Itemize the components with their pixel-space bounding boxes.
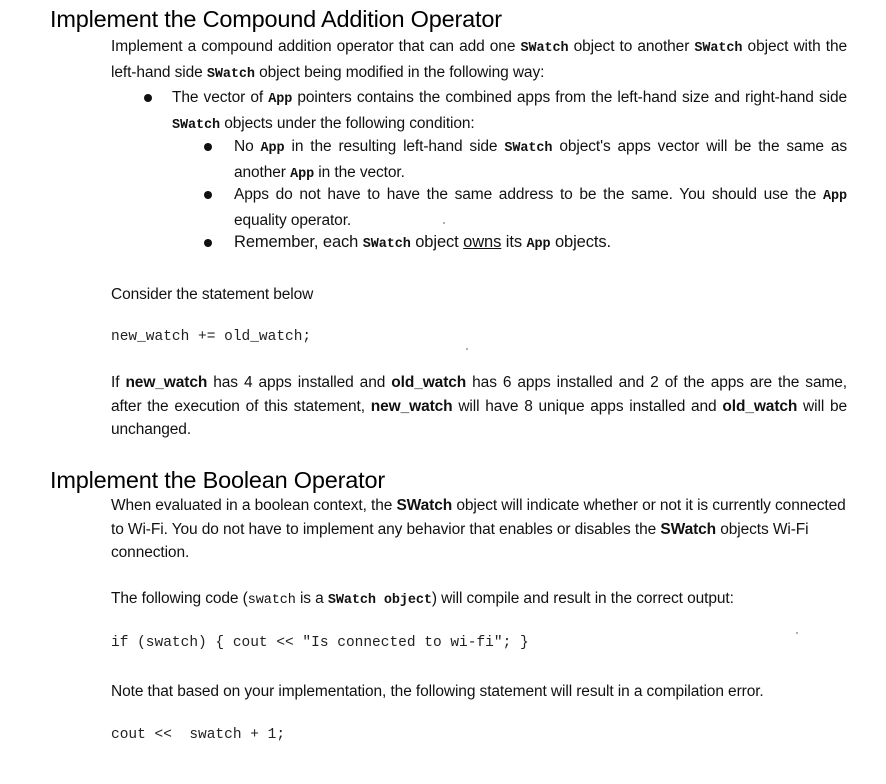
sub-bullet-owns <box>234 231 847 257</box>
bullet-text: in the resulting left-hand side <box>284 138 505 155</box>
bullet-dot <box>144 94 152 102</box>
code-swatch: SWatch <box>362 237 411 252</box>
bullet-dot <box>204 143 212 151</box>
compound-addition-intro <box>111 35 847 86</box>
code-compound-statement: new_watch += old_watch; <box>111 329 312 345</box>
bullet-dot <box>204 191 212 199</box>
intro-text: object will indicate whether or not it is currently connected to Wi-Fi. You do not have to implement any behavior that enables or disables the <box>111 497 846 538</box>
sub-bullet-equality <box>234 183 847 232</box>
result-text: If <box>111 374 126 391</box>
scan-speck <box>466 348 468 350</box>
section-heading-compound-addition: Implement the Compound Addition Operator <box>50 6 502 32</box>
following-text: The following code ( <box>111 590 248 607</box>
bold-old-watch: old_watch <box>722 397 798 415</box>
scan-speck <box>796 632 798 634</box>
code-app: App <box>268 92 293 107</box>
code-swatch-object: SWatch object <box>327 593 432 608</box>
bullet-app-pointers <box>172 86 847 137</box>
bullet-text: object <box>410 233 464 251</box>
following-text: ) will compile and result in the correct output: <box>431 590 734 607</box>
bullet-text: object's apps vector will be the same as another <box>234 138 847 181</box>
code-if-swatch: if (swatch) { cout << "Is connected to wi-fi"; } <box>111 635 529 651</box>
result-text: has 4 apps installed and <box>207 374 392 391</box>
code-cout-swatch: cout << swatch + 1; <box>111 727 286 743</box>
boolean-intro <box>111 494 849 565</box>
intro-text: objects Wi-Fi connection. <box>111 520 809 561</box>
bullet-text: The vector of <box>172 89 269 106</box>
bullet-text: its <box>501 233 527 251</box>
bold-old-watch: old_watch <box>391 374 467 391</box>
bullet-dot <box>204 239 212 247</box>
bold-swatch: SWatch <box>660 520 717 538</box>
bullet-text: Remember, each <box>234 233 363 251</box>
following-text: is a <box>295 590 328 607</box>
result-paragraph <box>111 371 847 442</box>
scan-speck <box>443 222 445 224</box>
code-swatch: SWatch <box>520 41 569 56</box>
section-heading-boolean: Implement the Boolean Operator <box>50 467 385 493</box>
bullet-text: Apps do not have to have the same address to be the same. You should use the <box>234 186 823 203</box>
code-swatch: SWatch <box>172 117 221 133</box>
code-swatch: SWatch <box>694 41 743 56</box>
bullet-text: objects under the following condition: <box>220 114 475 132</box>
bullet-text: No <box>234 138 261 155</box>
underlined-owns: owns <box>463 233 502 251</box>
bullet-text: equality operator. <box>234 211 352 229</box>
bold-new-watch: new_watch <box>370 397 453 415</box>
consider-text: Consider the statement below <box>111 286 314 303</box>
result-text: will be unchanged. <box>111 397 847 438</box>
bold-new-watch: new_watch <box>125 374 208 391</box>
intro-text: object to another <box>568 38 695 55</box>
bullet-text: in the vector. <box>314 163 405 181</box>
intro-text: object with the left-hand side <box>111 38 847 81</box>
code-app: App <box>290 166 315 182</box>
intro-text: When evaluated in a boolean context, the <box>111 497 397 514</box>
sub-bullet-no-duplicate <box>234 135 847 186</box>
code-app: App <box>260 141 285 156</box>
intro-text: object being modified in the following way: <box>254 63 545 81</box>
bold-swatch: SWatch <box>396 497 453 514</box>
result-text: has 6 apps installed and 2 of the apps are the same, after the execution of this statement, <box>111 374 848 415</box>
code-app: App <box>526 237 551 252</box>
code-swatch-var: swatch <box>247 593 296 608</box>
code-swatch: SWatch <box>206 66 255 82</box>
code-swatch: SWatch <box>504 141 553 156</box>
result-text: will have 8 unique apps installed and <box>452 397 723 415</box>
following-code-text <box>111 587 851 613</box>
code-app: App <box>822 189 847 204</box>
intro-text: Implement a compound addition operator that can add one <box>111 38 521 55</box>
note-text: Note that based on your implementation, the following statement will result in a compilation error. <box>111 683 764 700</box>
bullet-text: pointers contains the combined apps from the left-hand size and right-hand side <box>292 89 847 106</box>
bullet-text: objects. <box>550 233 612 251</box>
